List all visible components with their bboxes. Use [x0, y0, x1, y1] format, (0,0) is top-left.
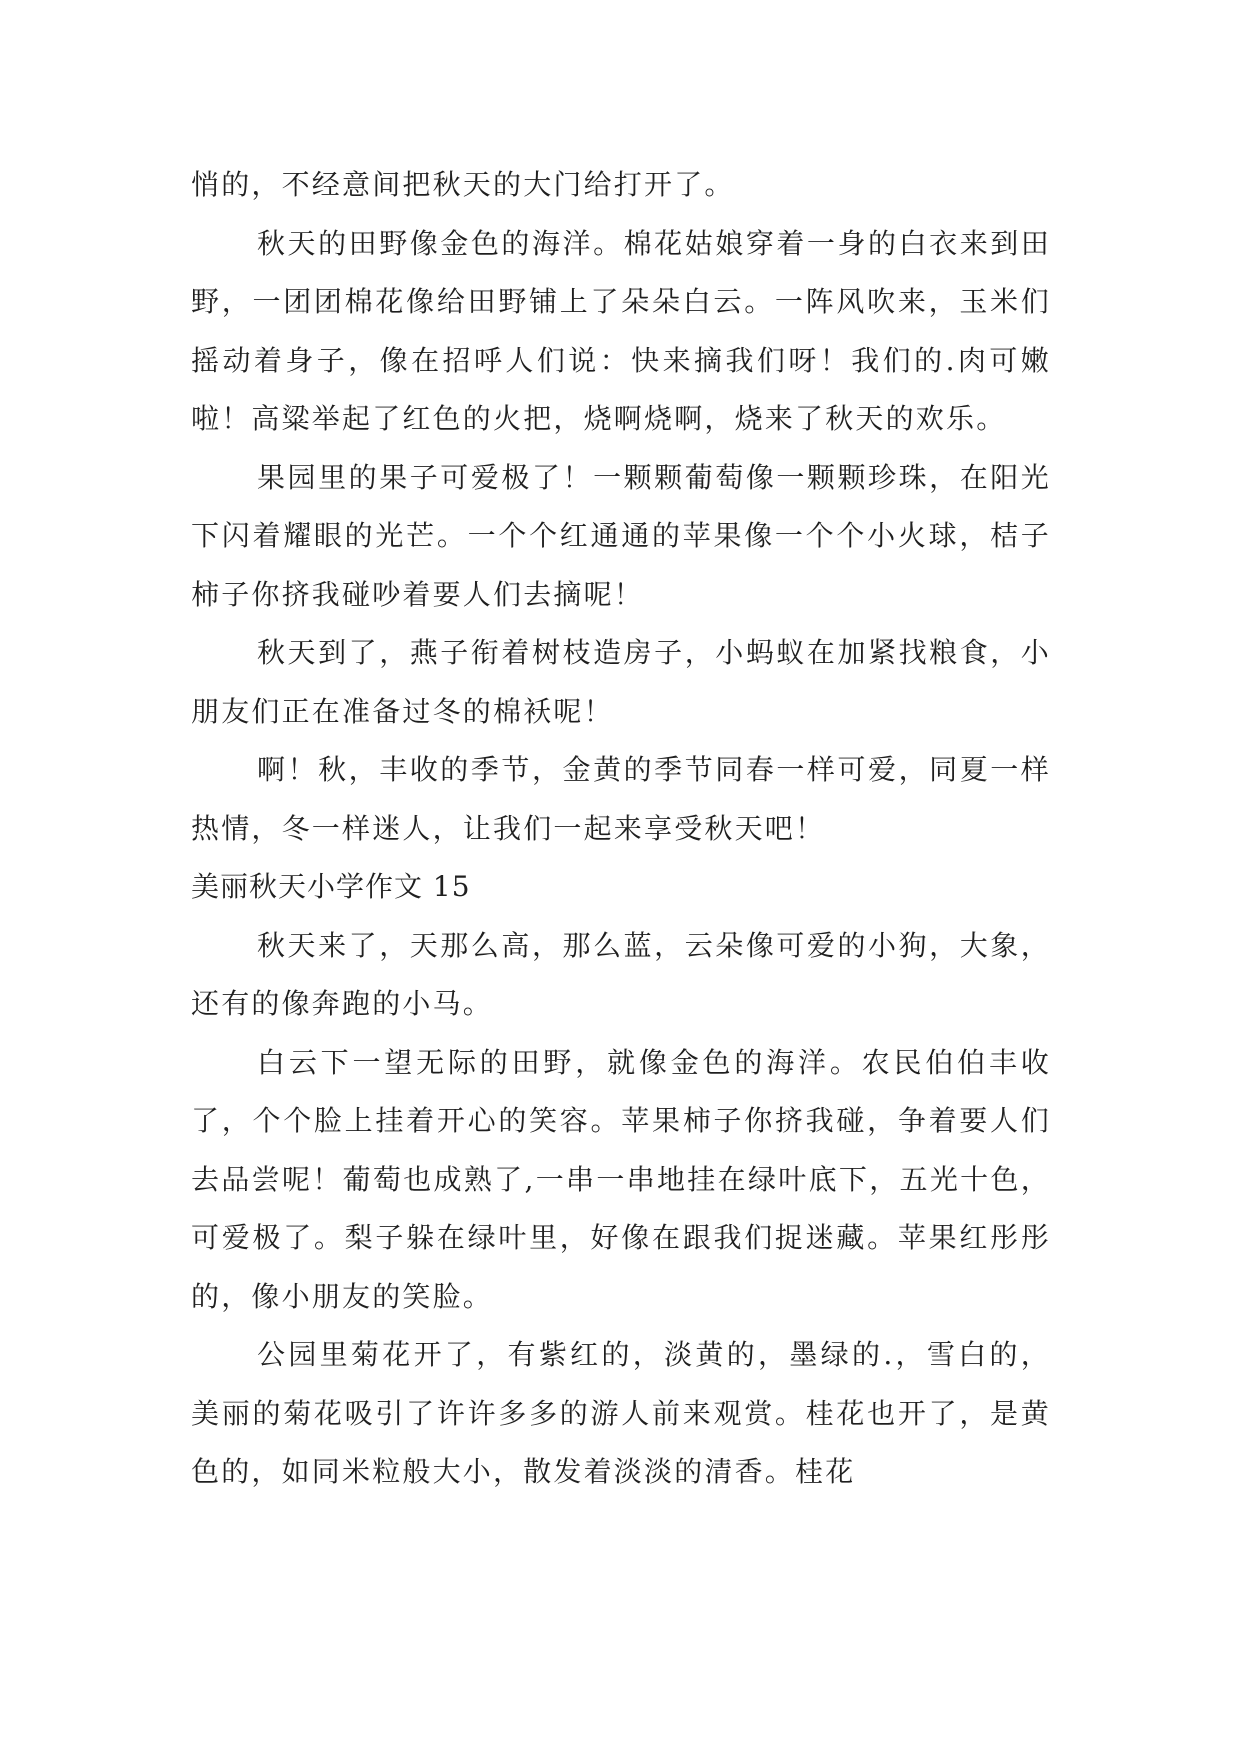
paragraph-park: 公园里菊花开了，有紫红的，淡黄的，墨绿的.，雪白的，美丽的菊花吸引了许许多多的游人前来观赏。桂花也开了，是黄色的，如同米粒般大小，散发着淡淡的清香。桂花 [191, 1338, 1051, 1488]
paragraph-conclusion: 啊！秋，丰收的季节，金黄的季节同春一样可爱，同夏一样热情，冬一样迷人，让我们一起来享受秋天吧！ [191, 753, 1051, 845]
paragraph-orchard: 果园里的果子可爱极了！一颗颗葡萄像一颗颗珍珠，在阳光下闪着耀眼的光芒。一个个红通通的苹果像一个个小火球，桔子柿子你挤我碰吵着要人们去摘呢！ [191, 460, 1051, 611]
paragraph-fields: 秋天的田野像金色的海洋。棉花姑娘穿着一身的白衣来到田野，一团团棉花像给田野铺上了朵朵白云。一阵风吹来，玉米们摇动着身子，像在招呼人们说：快来摘我们呀！我们的.肉可嫩啦！高粱举起了红色的火把，烧啊烧啊，烧来了秋天的欢乐。 [191, 226, 1051, 435]
section-title: 美丽秋天小学作文 15 [191, 870, 471, 903]
paragraph-continuation: 悄的，不经意间把秋天的大门给打开了。 [191, 168, 735, 201]
paragraph-preparation: 秋天到了，燕子衔着树枝造房子，小蚂蚁在加紧找粮食，小朋友们正在准备过冬的棉袄呢！ [191, 636, 1051, 728]
paragraph-sky: 秋天来了，天那么高，那么蓝，云朵像可爱的小狗，大象，还有的像奔跑的小马。 [191, 928, 1051, 1020]
paragraph-harvest: 白云下一望无际的田野，就像金色的海洋。农民伯伯丰收了，个个脸上挂着开心的笑容。苹果柿子你挤我碰，争着要人们去品尝呢！葡萄也成熟了,一串一串地挂在绿叶底下，五光十色，可爱极了。梨子躲在绿叶里，好像在跟我们捉迷藏。苹果红彤彤的，像小朋友的笑脸。 [191, 1045, 1051, 1313]
essay-body [191, 156, 1051, 1502]
